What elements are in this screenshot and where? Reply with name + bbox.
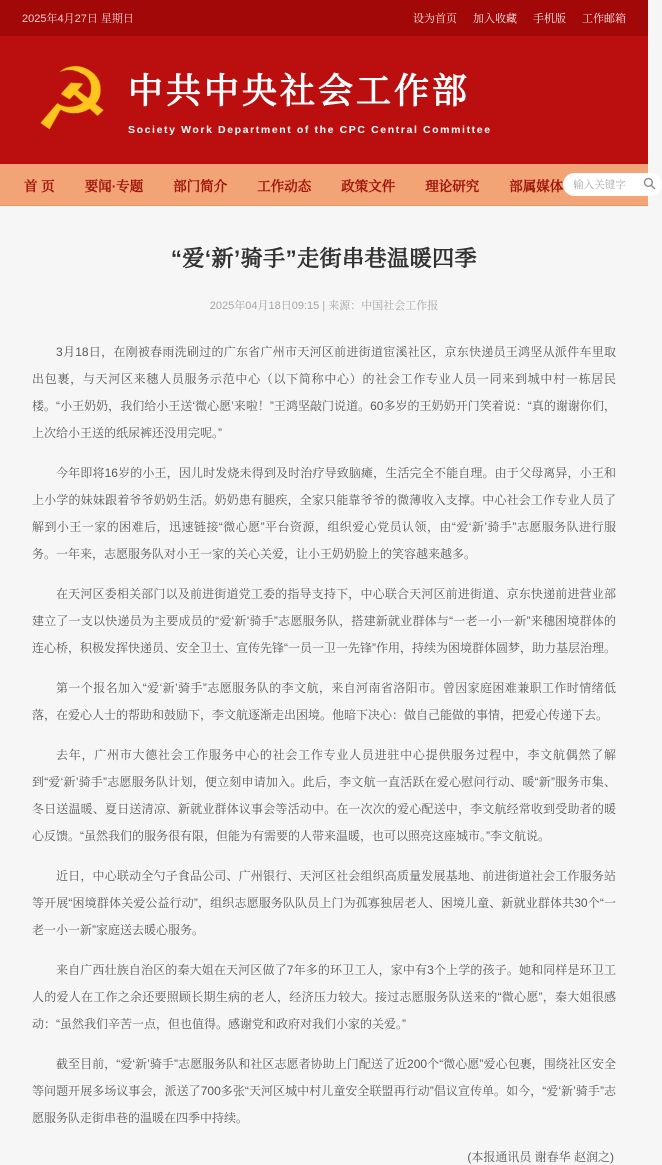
nav-item[interactable]: 首 页	[24, 178, 55, 194]
topbar	[0, 0, 648, 36]
header-banner	[0, 36, 648, 164]
search-button[interactable]	[643, 177, 656, 193]
nav-item[interactable]: 部门简介	[173, 178, 228, 194]
nav-items	[24, 175, 563, 195]
article-paragraph: 来自广西壮族自治区的秦大姐在天河区做了7年多的环卫工人，家中有3个上学的孩子。她和同样是环卫工人的爱人在工作之余还要照顾长期生病的老人，经济压力较大。接过志愿服务队送来的“微心愿”，秦大姐很感动：“虽然我们辛苦一点，但也值得。感谢党和政府对我们小家的关爱。”	[32, 963, 616, 1031]
topbar-link[interactable]: 手机版	[533, 13, 566, 25]
article	[0, 206, 648, 1165]
search-box[interactable]	[563, 173, 662, 196]
nav-item[interactable]: 工作动态	[257, 178, 312, 194]
nav-item[interactable]: 要闻·专题	[84, 178, 144, 194]
article-body	[32, 339, 616, 1132]
article-paragraph: 截至目前，“爱‘新’骑手”志愿服务队和社区志愿者协助上门配送了近200个“微心愿”爱心包裹，围绕社区安全等问题开展多场议事会，派送了700多张“天河区城中村儿童安全联盟再行动”倡议宣传单。如今，“爱‘新’骑手”志愿服务队走街串巷的温暖在四季中持续。	[32, 1057, 616, 1125]
site-subtitle-en: Society Work Department of the CPC Central Committee	[128, 124, 492, 136]
topbar-link[interactable]: 加入收藏	[473, 13, 517, 25]
nav-item[interactable]: 理论研究	[425, 178, 480, 194]
search-input[interactable]	[573, 179, 643, 191]
current-date: 2025年4月27日 星期日	[22, 13, 134, 25]
nav-item[interactable]: 政策文件	[341, 178, 396, 194]
article-paragraph: 今年即将16岁的小王，因儿时发烧未得到及时治疗导致脑瘫，生活完全不能自理。由于父母离异，小王和上小学的妹妹跟着爷爷奶奶生活。奶奶患有腿疾，全家只能靠爷爷的微薄收入支撑。中心社会工作专业人员了解到小王一家的困难后，迅速链接“微心愿”平台资源，组织爱心党员认领，由“爱‘新’骑手”志愿服务队进行服务。一年来，志愿服务队对小王一家的关心关爱，让小王奶奶脸上的笑容越来越多。	[32, 466, 616, 561]
article-paragraph: 在天河区委相关部门以及前进街道党工委的指导支持下，中心联合天河区前进街道、京东快递前进营业部建立了一支以快递员为主要成员的“爱‘新’骑手”志愿服务队，搭建新就业群体与“一老一小一新”来穗困境群体的连心桥，积极发挥快递员、安全卫士、宣传先锋“一员一卫一先锋”作用，持续为困境群体圆梦，助力基层治理。	[32, 587, 616, 655]
topbar-link[interactable]: 工作邮箱	[582, 13, 626, 25]
search-icon	[643, 177, 656, 193]
party-emblem-hammer-sickle-icon[interactable]: ☭	[33, 50, 111, 150]
article-byline: (本报通讯员 谢春华 赵润之)	[467, 1150, 614, 1164]
article-paragraph: 去年，广州市大德社会工作服务中心的社会工作专业人员进驻中心提供服务过程中，李文航偶然了解到“爱‘新’骑手”志愿服务队计划，便立刻申请加入。此后，李文航一直活跃在爱心慰问行动、暖“新”服务市集、冬日送温暖、夏日送清凉、新就业群体议事会等活动中。在一次次的爱心配送中，李文航经常收到受助者的暖心反馈。“虽然我们的服务很有限，但能为有需要的人带来温暖，也可以照亮这座城市。”李文航说。	[32, 748, 616, 843]
site-title-block[interactable]	[128, 64, 492, 136]
article-paragraph: 第一个报名加入“爱‘新’骑手”志愿服务队的李文航，来自河南省洛阳市。曾因家庭困难兼职工作时情绪低落，在爱心人士的帮助和鼓励下，李文航逐渐走出困境。他暗下决心：做自己能做的事情，把爱心传递下去。	[32, 681, 616, 722]
nav-item[interactable]: 部属媒体	[509, 178, 564, 194]
main-nav	[0, 164, 648, 206]
article-paragraph: 近日，中心联动全勺子食品公司、广州银行、天河区社会组织高质量发展基地、前进街道社会工作服务站等开展“困境群体关爱公益行动”，组织志愿服务队队员上门为孤寡独居老人、困境儿童、新就业群体共30个“一老一小一新”家庭送去暖心服务。	[32, 869, 616, 937]
article-title: “爱‘新’骑手”走街串巷温暖四季	[170, 246, 478, 271]
article-paragraph: 3月18日，在刚被春雨洗刷过的广东省广州市天河区前进街道宦溪社区，京东快递员王鸿坚从派件车里取出包裹，与天河区来穗人员服务示范中心（以下简称中心）的社会工作专业人员一同来到城中村一栋居民楼。“小王奶奶，我们给小王送‘微心愿’来啦！”王鸿坚敲门说道。60多岁的王奶奶开门笑着说：“真的谢谢你们，上次给小王送的纸尿裤还没用完呢。”	[32, 345, 616, 440]
article-meta: 2025年04月18日09:15 | 来源：中国社会工作报	[209, 300, 439, 312]
site-title: 中共中央社会工作部	[128, 72, 471, 111]
topbar-links	[413, 10, 626, 26]
topbar-link[interactable]: 设为首页	[413, 13, 457, 25]
